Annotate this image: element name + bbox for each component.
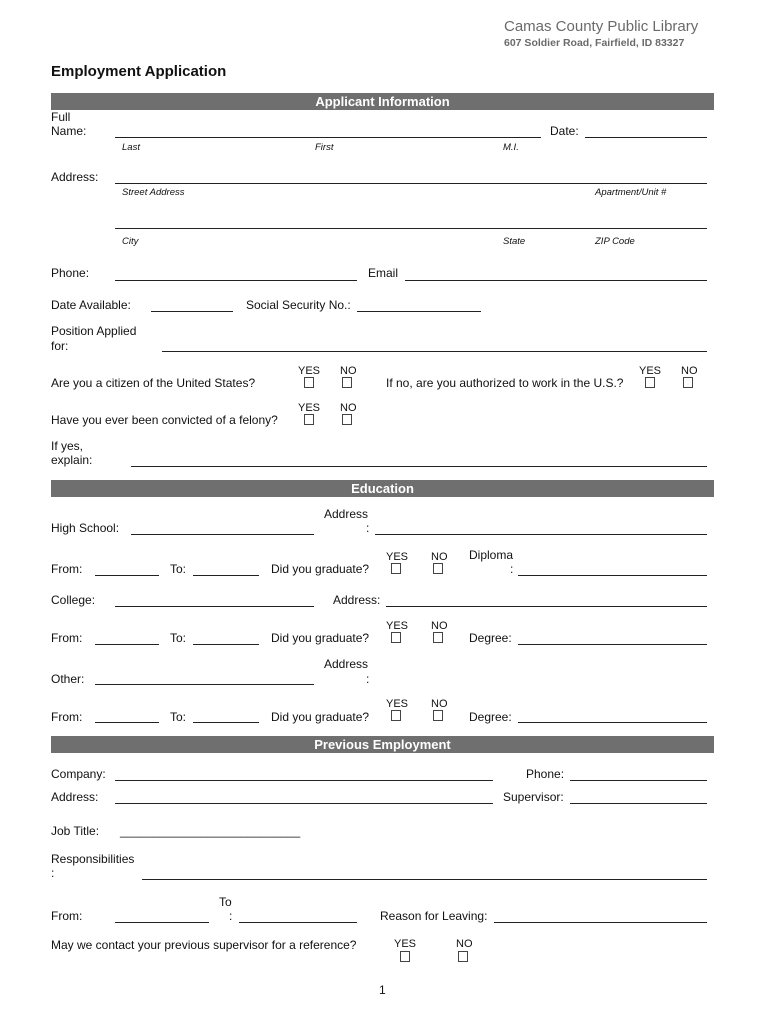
- zip-hint: ZIP Code: [595, 236, 635, 247]
- other-no-checkbox[interactable]: [433, 710, 443, 721]
- college-address-label: Address:: [333, 593, 381, 607]
- hs-from-field[interactable]: [95, 575, 159, 576]
- date-available-label: Date Available:: [51, 298, 131, 312]
- hs-graduate-question: Did you graduate?: [271, 562, 370, 576]
- date-field[interactable]: [585, 137, 707, 138]
- email-field[interactable]: [405, 280, 707, 281]
- employer-phone-field[interactable]: [570, 780, 707, 781]
- email-label: Email: [368, 266, 399, 280]
- city-hint: City: [122, 236, 139, 247]
- high-school-label: High School:: [51, 521, 120, 535]
- applicant-section-header: Applicant Information: [51, 93, 714, 110]
- hs-from-label: From:: [51, 562, 83, 576]
- college-address-field[interactable]: [386, 606, 707, 607]
- city-state-zip-field[interactable]: [115, 228, 707, 229]
- authorized-question: If no, are you authorized to work in the U.S.?: [386, 376, 624, 390]
- contact-yes-checkbox[interactable]: [400, 951, 410, 962]
- felony-yes-checkbox[interactable]: [304, 414, 314, 425]
- employer-phone-label: Phone:: [526, 767, 565, 781]
- phone-field[interactable]: [115, 280, 357, 281]
- diploma-field[interactable]: [518, 575, 707, 576]
- other-degree-field[interactable]: [518, 722, 707, 723]
- date-available-field[interactable]: [151, 311, 233, 312]
- apartment-hint: Apartment/Unit #: [595, 187, 667, 198]
- other-label: Other:: [51, 672, 85, 686]
- authorized-yes-checkbox[interactable]: [645, 377, 655, 388]
- contact-question: May we contact your previous supervisor for a reference?: [51, 938, 357, 952]
- position-label-1: Position Applied: [51, 324, 137, 338]
- employer-address-label: Address:: [51, 790, 99, 804]
- full-name-field[interactable]: [115, 137, 541, 138]
- citizen-no-label: NO: [340, 365, 357, 377]
- college-field[interactable]: [115, 606, 314, 607]
- job-title-label: Job Title:: [51, 824, 100, 838]
- other-no-label: NO: [431, 698, 448, 710]
- hs-no-label: NO: [431, 551, 448, 563]
- street-address-field[interactable]: [115, 183, 707, 184]
- college-from-field[interactable]: [95, 644, 159, 645]
- felony-explanation-field[interactable]: [131, 466, 707, 467]
- hs-no-checkbox[interactable]: [433, 563, 443, 574]
- diploma-label: Diploma: [469, 548, 514, 562]
- form-title: Employment Application: [51, 63, 227, 80]
- date-label: Date:: [550, 124, 579, 138]
- library-address: 607 Soldier Road, Fairfield, ID 83327: [504, 37, 685, 49]
- college-to-label: To:: [170, 631, 187, 645]
- citizen-question: Are you a citizen of the United States?: [51, 376, 256, 390]
- responsibilities-colon: :: [51, 866, 55, 880]
- phone-label: Phone:: [51, 266, 90, 280]
- employer-address-field[interactable]: [115, 803, 493, 804]
- other-yes-label: YES: [386, 698, 409, 710]
- other-to-field[interactable]: [193, 722, 259, 723]
- position-field[interactable]: [162, 351, 707, 352]
- address-label: Address:: [51, 170, 99, 184]
- high-school-field[interactable]: [131, 534, 314, 535]
- authorized-no-label: NO: [681, 365, 698, 377]
- felony-question: Have you ever been convicted of a felony?: [51, 413, 278, 427]
- college-yes-label: YES: [386, 620, 409, 632]
- felony-no-checkbox[interactable]: [342, 414, 352, 425]
- street-address-hint: Street Address: [122, 187, 185, 198]
- hs-yes-checkbox[interactable]: [391, 563, 401, 574]
- responsibilities-label: Responsibilities: [51, 852, 135, 866]
- employment-from-field[interactable]: [115, 922, 209, 923]
- college-no-checkbox[interactable]: [433, 632, 443, 643]
- ssn-field[interactable]: [357, 311, 481, 312]
- reason-leaving-label: Reason for Leaving:: [380, 909, 488, 923]
- employment-section-header: Previous Employment: [51, 736, 714, 753]
- college-no-label: NO: [431, 620, 448, 632]
- other-from-label: From:: [51, 710, 83, 724]
- citizen-yes-checkbox[interactable]: [304, 377, 314, 388]
- hs-address-label: Address: [324, 507, 369, 521]
- hs-to-field[interactable]: [193, 575, 259, 576]
- college-degree-field[interactable]: [518, 644, 707, 645]
- other-address-label: Address: [324, 657, 369, 671]
- hs-address-colon: :: [366, 521, 370, 535]
- college-degree-label: Degree:: [469, 631, 512, 645]
- reason-leaving-field[interactable]: [494, 922, 707, 923]
- contact-no-checkbox[interactable]: [458, 951, 468, 962]
- contact-yes-label: YES: [394, 938, 417, 950]
- diploma-colon: :: [510, 562, 514, 576]
- first-name-hint: First: [315, 142, 334, 153]
- state-hint: State: [503, 236, 526, 247]
- supervisor-label: Supervisor:: [503, 790, 564, 804]
- employment-to-colon: :: [229, 909, 233, 923]
- other-school-field[interactable]: [95, 684, 314, 685]
- hs-to-label: To:: [170, 562, 187, 576]
- felony-no-label: NO: [340, 402, 357, 414]
- responsibilities-field[interactable]: [142, 879, 707, 880]
- other-yes-checkbox[interactable]: [391, 710, 401, 721]
- other-to-label: To:: [170, 710, 187, 724]
- explain-label-1: If yes,: [51, 439, 84, 453]
- full-name-label-2: Name:: [51, 124, 87, 138]
- position-label-2: for:: [51, 339, 69, 353]
- college-label: College:: [51, 593, 96, 607]
- library-name: Camas County Public Library: [504, 18, 699, 35]
- authorized-no-checkbox[interactable]: [683, 377, 693, 388]
- employment-to-field[interactable]: [239, 922, 357, 923]
- college-from-label: From:: [51, 631, 83, 645]
- middle-initial-hint: M.I.: [503, 142, 519, 153]
- other-graduate-question: Did you graduate?: [271, 710, 370, 724]
- last-name-hint: Last: [122, 142, 140, 153]
- contact-no-label: NO: [456, 938, 473, 950]
- job-title-field[interactable]: ___________________________: [120, 824, 301, 838]
- citizen-yes-label: YES: [298, 365, 321, 377]
- ssn-label: Social Security No.:: [246, 298, 351, 312]
- full-name-label-1: Full: [51, 110, 71, 124]
- page-number: 1: [379, 983, 386, 997]
- other-degree-label: Degree:: [469, 710, 512, 724]
- college-graduate-question: Did you graduate?: [271, 631, 370, 645]
- employment-from-label: From:: [51, 909, 83, 923]
- employment-to-label: To: [219, 895, 232, 909]
- supervisor-field[interactable]: [570, 803, 707, 804]
- felony-yes-label: YES: [298, 402, 321, 414]
- hs-address-field[interactable]: [375, 534, 707, 535]
- college-to-field[interactable]: [193, 644, 259, 645]
- company-field[interactable]: [115, 780, 493, 781]
- authorized-yes-label: YES: [639, 365, 662, 377]
- citizen-no-checkbox[interactable]: [342, 377, 352, 388]
- other-address-colon: :: [366, 672, 370, 686]
- hs-yes-label: YES: [386, 551, 409, 563]
- college-yes-checkbox[interactable]: [391, 632, 401, 643]
- education-section-header: Education: [51, 480, 714, 497]
- explain-label-2: explain:: [51, 453, 93, 467]
- other-from-field[interactable]: [95, 722, 159, 723]
- company-label: Company:: [51, 767, 106, 781]
